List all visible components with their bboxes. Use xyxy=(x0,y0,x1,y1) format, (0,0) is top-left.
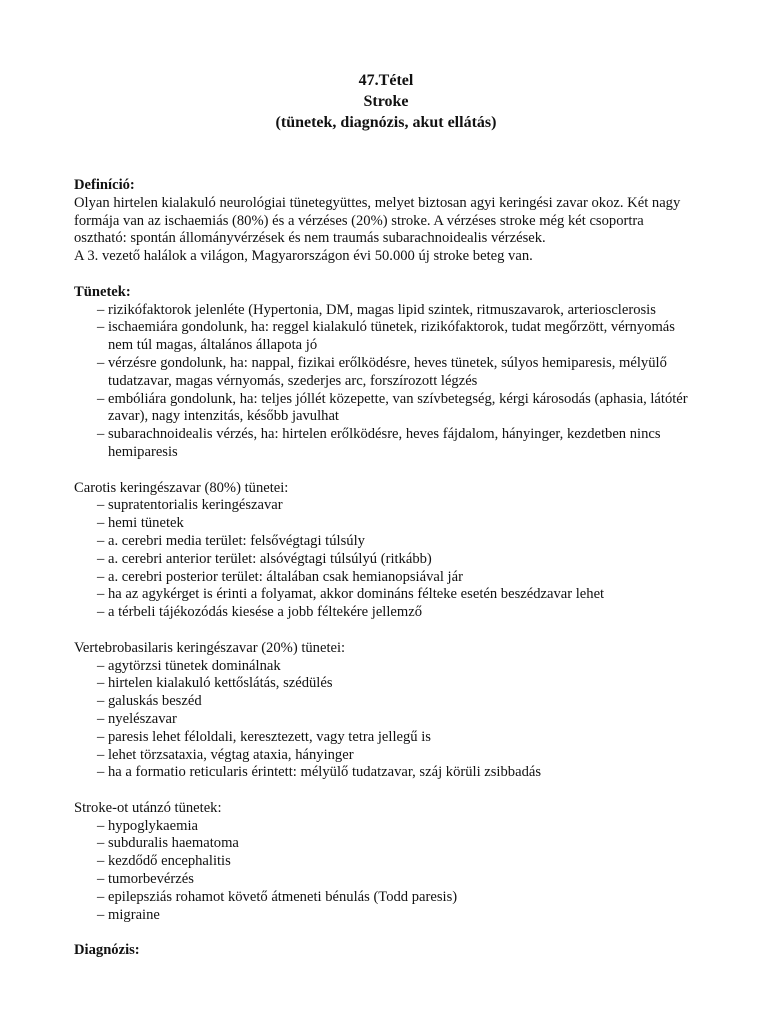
list-item xyxy=(74,515,698,533)
list-item xyxy=(74,693,698,711)
symptoms-list xyxy=(74,302,698,462)
carotis-heading: Carotis keringészavar (80%) tünetei: xyxy=(74,479,289,496)
stroke-mimics-list xyxy=(74,818,698,925)
dash-bullet: – xyxy=(97,888,105,905)
carotis-section xyxy=(74,480,698,622)
dash-bullet: – xyxy=(97,319,105,336)
dash-bullet: – xyxy=(97,871,105,888)
document-title xyxy=(74,70,698,133)
dash-bullet: – xyxy=(97,817,105,834)
list-item-text: galuskás beszéd xyxy=(108,693,202,710)
list-item-text: vérzésre gondolunk, ha: nappal, fizikai erőlködésre, heves tünetek, súlyos hemiparesis, mélyülő tudatzavar, magas vérnyomás, szederjes arc, forszírozott légzés xyxy=(108,354,667,389)
dash-bullet: – xyxy=(97,693,105,710)
list-item-text: agytörzsi tünetek dominálnak xyxy=(108,657,281,674)
list-item-text: a. cerebri posterior terület: általában csak hemianopsiával jár xyxy=(108,568,463,585)
definition-text: Olyan hirtelen kialakuló neurológiai tünetegyüttes, melyet biztosan agyi keringési zavar okoz. Két nagy formája van az ischaemiás (80%) és a vérzéses (20%) stroke. A vérzéses stroke még két csoportra osztható: spontán állományvérzések és nem traumás subarachnoidealis vérzések. xyxy=(74,194,681,247)
vertebrobasilaris-section xyxy=(74,640,698,782)
list-item-text: subduralis haematoma xyxy=(108,835,239,852)
dash-bullet: – xyxy=(97,426,105,443)
list-item xyxy=(74,551,698,569)
definition-heading: Definíció: xyxy=(74,177,135,193)
list-item xyxy=(74,835,698,853)
list-item-text: hirtelen kialakuló kettőslátás, szédülés xyxy=(108,675,333,692)
list-item-text: a térbeli tájékozódás kiesése a jobb féltekére jellemző xyxy=(108,604,423,621)
list-item-text: a. cerebri anterior terület: alsóvégtagi túlsúlyú (ritkább) xyxy=(108,550,432,567)
list-item-text: epilepsziás rohamot követő átmeneti bénulás (Todd paresis) xyxy=(108,888,458,905)
dash-bullet: – xyxy=(97,906,105,923)
dash-bullet: – xyxy=(97,657,105,674)
list-item xyxy=(74,889,698,907)
diagnosis-heading: Diagnózis: xyxy=(74,942,140,959)
dash-bullet: – xyxy=(97,301,105,318)
list-item xyxy=(74,426,698,462)
list-item-text: lehet törzsataxia, végtag ataxia, hányinger xyxy=(108,746,354,763)
list-item xyxy=(74,764,698,782)
document-page xyxy=(74,70,698,978)
dash-bullet: – xyxy=(97,497,105,514)
list-item-text: ha a formatio reticularis érintett: mélyülő tudatzavar, száj körüli zsibbadás xyxy=(108,764,542,781)
dash-bullet: – xyxy=(97,746,105,763)
list-item-text: hypoglykaemia xyxy=(108,817,198,834)
dash-bullet: – xyxy=(97,728,105,745)
list-item xyxy=(74,675,698,693)
title-line-topic: Stroke xyxy=(363,93,409,110)
definition-section xyxy=(74,177,698,266)
definition-text-2: A 3. vezető halálok a világon, Magyarországon évi 50.000 új stroke beteg van. xyxy=(74,248,533,265)
list-item-text: supratentorialis keringészavar xyxy=(108,497,283,514)
carotis-list xyxy=(74,497,698,622)
dash-bullet: – xyxy=(97,354,105,371)
vertebrobasilaris-heading: Vertebrobasilaris keringészavar (20%) tünetei: xyxy=(74,639,346,656)
dash-bullet: – xyxy=(97,764,105,781)
diagnosis-section xyxy=(74,942,698,960)
list-item-text: rizikófaktorok jelenléte (Hypertonia, DM, magas lipid szintek, ritmuszavarok, arteriosclerosis xyxy=(108,301,656,318)
symptoms-heading: Tünetek: xyxy=(74,283,131,300)
stroke-mimics-heading: Stroke-ot utánzó tünetek: xyxy=(74,799,222,816)
list-item xyxy=(74,907,698,925)
dash-bullet: – xyxy=(97,604,105,621)
list-item xyxy=(74,711,698,729)
list-item xyxy=(74,586,698,604)
list-item-text: nyelészavar xyxy=(108,710,177,727)
list-item xyxy=(74,871,698,889)
list-item xyxy=(74,729,698,747)
list-item xyxy=(74,302,698,320)
list-item xyxy=(74,818,698,836)
list-item xyxy=(74,497,698,515)
dash-bullet: – xyxy=(97,532,105,549)
vertebrobasilaris-list xyxy=(74,658,698,783)
list-item-text: paresis lehet féloldali, keresztezett, vagy tetra jellegű is xyxy=(108,728,431,745)
list-item xyxy=(74,355,698,391)
list-item xyxy=(74,533,698,551)
list-item-text: ischaemiára gondolunk, ha: reggel kialakuló tünetek, rizikófaktorok, tudat megőrzött, vérnyomás nem túl magas, általános állapota jó xyxy=(108,319,675,354)
list-item-text: tumorbevérzés xyxy=(108,871,194,888)
title-line-number: 47.Tétel xyxy=(358,72,414,89)
symptoms-section xyxy=(74,284,698,462)
list-item xyxy=(74,853,698,871)
title-line-subtitle: (tünetek, diagnózis, akut ellátás) xyxy=(275,114,497,131)
dash-bullet: – xyxy=(97,835,105,852)
dash-bullet: – xyxy=(97,550,105,567)
dash-bullet: – xyxy=(97,390,105,407)
list-item xyxy=(74,569,698,587)
list-item-text: kezdődő encephalitis xyxy=(108,853,231,870)
list-item xyxy=(74,319,698,355)
list-item xyxy=(74,391,698,427)
list-item-text: a. cerebri media terület: felsővégtagi túlsúly xyxy=(108,532,365,549)
dash-bullet: – xyxy=(97,515,105,532)
dash-bullet: – xyxy=(97,586,105,603)
list-item-text: hemi tünetek xyxy=(108,515,184,532)
list-item-text: ha az agykérget is érinti a folyamat, akkor domináns félteke esetén beszédzavar lehet xyxy=(108,586,605,603)
list-item xyxy=(74,658,698,676)
stroke-mimics-section xyxy=(74,800,698,925)
dash-bullet: – xyxy=(97,853,105,870)
dash-bullet: – xyxy=(97,568,105,585)
list-item-text: embóliára gondolunk, ha: teljes jóllét közepette, van szívbetegség, kérgi károsodás (aphasia, látótér zavar), nagy intenzitás, később javulhat xyxy=(108,390,688,425)
dash-bullet: – xyxy=(97,710,105,727)
list-item-text: migraine xyxy=(108,906,160,923)
list-item-text: subarachnoidealis vérzés, ha: hirtelen erőlködésre, heves fájdalom, hányinger, kezdetben nincs hemiparesis xyxy=(108,426,661,460)
dash-bullet: – xyxy=(97,675,105,692)
list-item xyxy=(74,747,698,765)
list-item xyxy=(74,604,698,622)
